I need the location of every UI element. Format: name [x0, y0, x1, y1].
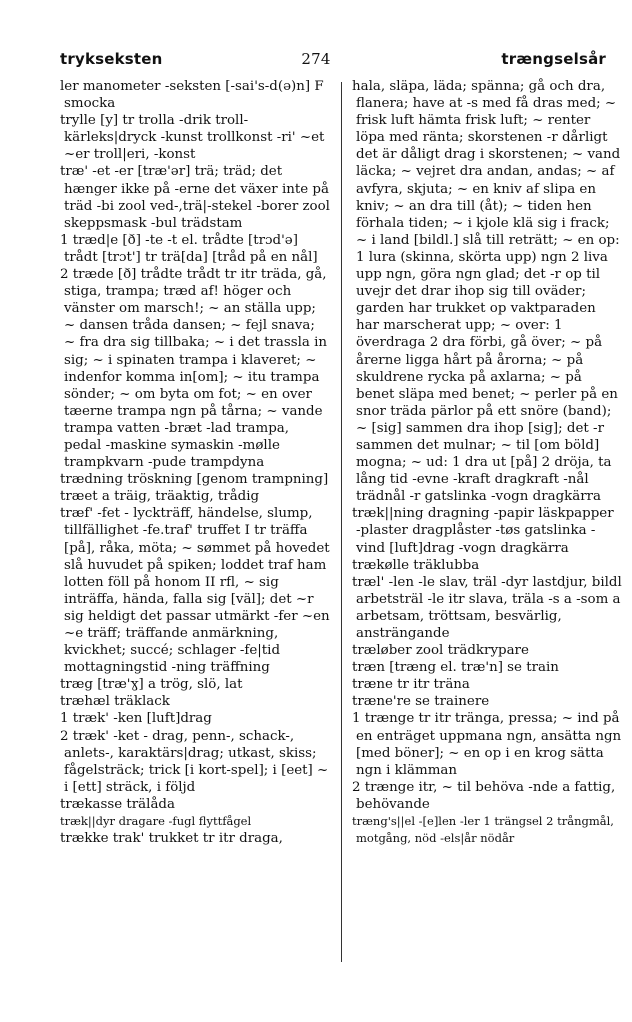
dictionary-entry: træhæl träklack: [60, 694, 170, 710]
dictionary-entry: træløber zool trädkrypare: [352, 643, 529, 659]
page-number: 274: [301, 50, 331, 68]
dictionary-entry: træet a träig, träaktig, trådig: [60, 489, 260, 505]
right-column: [352, 78, 622, 847]
dictionary-entry: 1 trænge tr itr tränga, pressa; ~ ind på en enträget uppmana ngn, ansätta ngn [med böner]; ~ en op i en krog sätta ngn i klämman: [352, 711, 622, 778]
dictionary-entry: 1 træd|e [ð] -te -t el. trådte [trɔd'ə] trådt [trɔt'] tr trä[da] [tråd på en nål]: [60, 232, 318, 265]
dictionary-entry: trædning tröskning [genom trampning]: [60, 472, 329, 488]
dictionary-entry: træf' -fet - lyckträff, händelse, slump, tillfällighet -fe.traf' truffet I tr träffa [på], råka, möta; ~ sømmet på hovedet slå huvudet på spiken; loddet traf ham lotten föll på honom II rfl, ~ sig inträffa, hända, falla sig [väl]; det ~r sig heldigt det passar utmärkt -fer ~en ~e träff; träffande anmärkning, kvickhet; succé; schlager -fe|tid mottagningstid -ning träffning: [60, 506, 330, 676]
dictionary-entry: træg [træ'ɣ] a trög, slö, lat: [60, 677, 243, 693]
dictionary-entry: træn [træng el. træ'n] se train: [352, 660, 559, 676]
guide-word-right: trængselsår: [501, 50, 606, 68]
dictionary-entry: 2 træk' -ket - drag, penn-, schack-, anlets-, karaktärs|drag; utkast, skiss; fågelsträck; trick [i kort-spel]; i [eet] ~ i [ett] sträck, i följd: [60, 728, 329, 795]
dictionary-entry: træne tr itr träna: [352, 677, 470, 693]
dictionary-entry: trækølle träklubba: [352, 557, 480, 573]
dictionary-entry: 1 træk' -ken [luft]drag: [60, 711, 212, 727]
guide-word-left: trykseksten: [60, 50, 163, 68]
column-divider: [341, 82, 342, 962]
dictionary-entry: træne're se trainere: [352, 694, 490, 710]
dictionary-entry: 2 trænge itr, ~ til behöva -nde a fattig, behövande: [352, 779, 616, 812]
dictionary-entry: trækasse trälåda: [60, 796, 175, 812]
dictionary-entry: hala, släpa, läda; spänna; gå och dra, flanera; have at -s med få dras med; ~ frisk luft hämta frisk luft; ~ renter löpa med ränta; skorstenen -r dårligt det är dåligt drag i skorstenen; ~ vand läcka; ~ vejret dra andan, andas; ~ af avfyra, skjuta; ~ en kniv af slipa en kniv; ~ an dra till (åt); ~ tiden hen förhala tiden; ~ i kjole klä sig i frack; ~ i land [bildl.] slå till reträtt; ~ en op: 1 lura (skinna, skörta upp) ngn 2 liva upp ngn, göra ngn glad; det -r op til uvejr det drar ihop sig till oväder; garden har trukket op vaktparaden har marscherat upp; ~ over: 1 överdraga 2 dra förbi, gå över; ~ på årerne ligga hårt på årorna; ~ på skuldrene rycka på axlarna; ~ på benet släpa med benet; ~ perler på en snor träda pärlor på ett snöre (band); ~ [sig] sammen dra ihop [sig]; det -r sammen det mulnar; ~ til [om böld] mogna; ~ ud: 1 dra ut [på] 2 dröja, ta lång tid -evne -kraft dragkraft -nål trädnål -r gatslinka -vogn dragkärra: [352, 79, 621, 505]
dictionary-entry: 2 træde [ð] trådte trådt tr itr träda, gå, stiga, trampa; træd af! höger och vänster om marsch!; ~ an ställa upp; ~ dansen tråda dansen; ~ fejl snava; ~ fra dra sig tillbaka; ~ i det trassla in sig; ~ i spinaten trampa i klaveret; ~ indenfor komma in[om]; ~ itu trampa sönder; ~ om byta om fot; ~ en over tæerne trampa ngn på tårna; ~ vande trampa vatten -bræt -lad trampa, pedal -maskine symaskin -mølle trampkvarn -pude trampdyna: [60, 267, 328, 471]
dictionary-entry: træng's||el -[e]len -ler 1 trängsel 2 trångmål, motgång, nöd -els|år nödår: [352, 814, 614, 846]
dictionary-entry: træk||ning dragning -papir läskpapper -plaster dragplåster -tøs gatslinka -vind [luft]drag -vogn dragkärra: [352, 506, 614, 556]
dictionary-entry: trylle [y] tr trolla -drik troll-kärleks|dryck -kunst trollkonst -ri' ~et ~er troll|eri, -konst: [60, 113, 325, 163]
dictionary-entry: træ' -et -er [træ'ər] trä; träd; det hænger ikke på -erne det växer inte på träd -bi zool ved-,trä|-stekel -borer zool skeppsmask -bul trädstam: [60, 164, 330, 231]
left-column: [60, 78, 330, 847]
dictionary-entry: træl' -len -le slav, träl -dyr lastdjur, bildl arbetsträl -le itr slava, träla -s a -som a arbetsam, tröttsam, besvärlig, ansträngande: [352, 574, 622, 641]
dictionary-entry: trække trak' trukket tr itr draga,: [60, 831, 283, 847]
dictionary-entry: ler manometer -seksten [-sai's-d(ə)n] F smocka: [60, 79, 324, 112]
dictionary-entry: træk||dyr dragare -fugl flyttfågel: [60, 814, 252, 829]
